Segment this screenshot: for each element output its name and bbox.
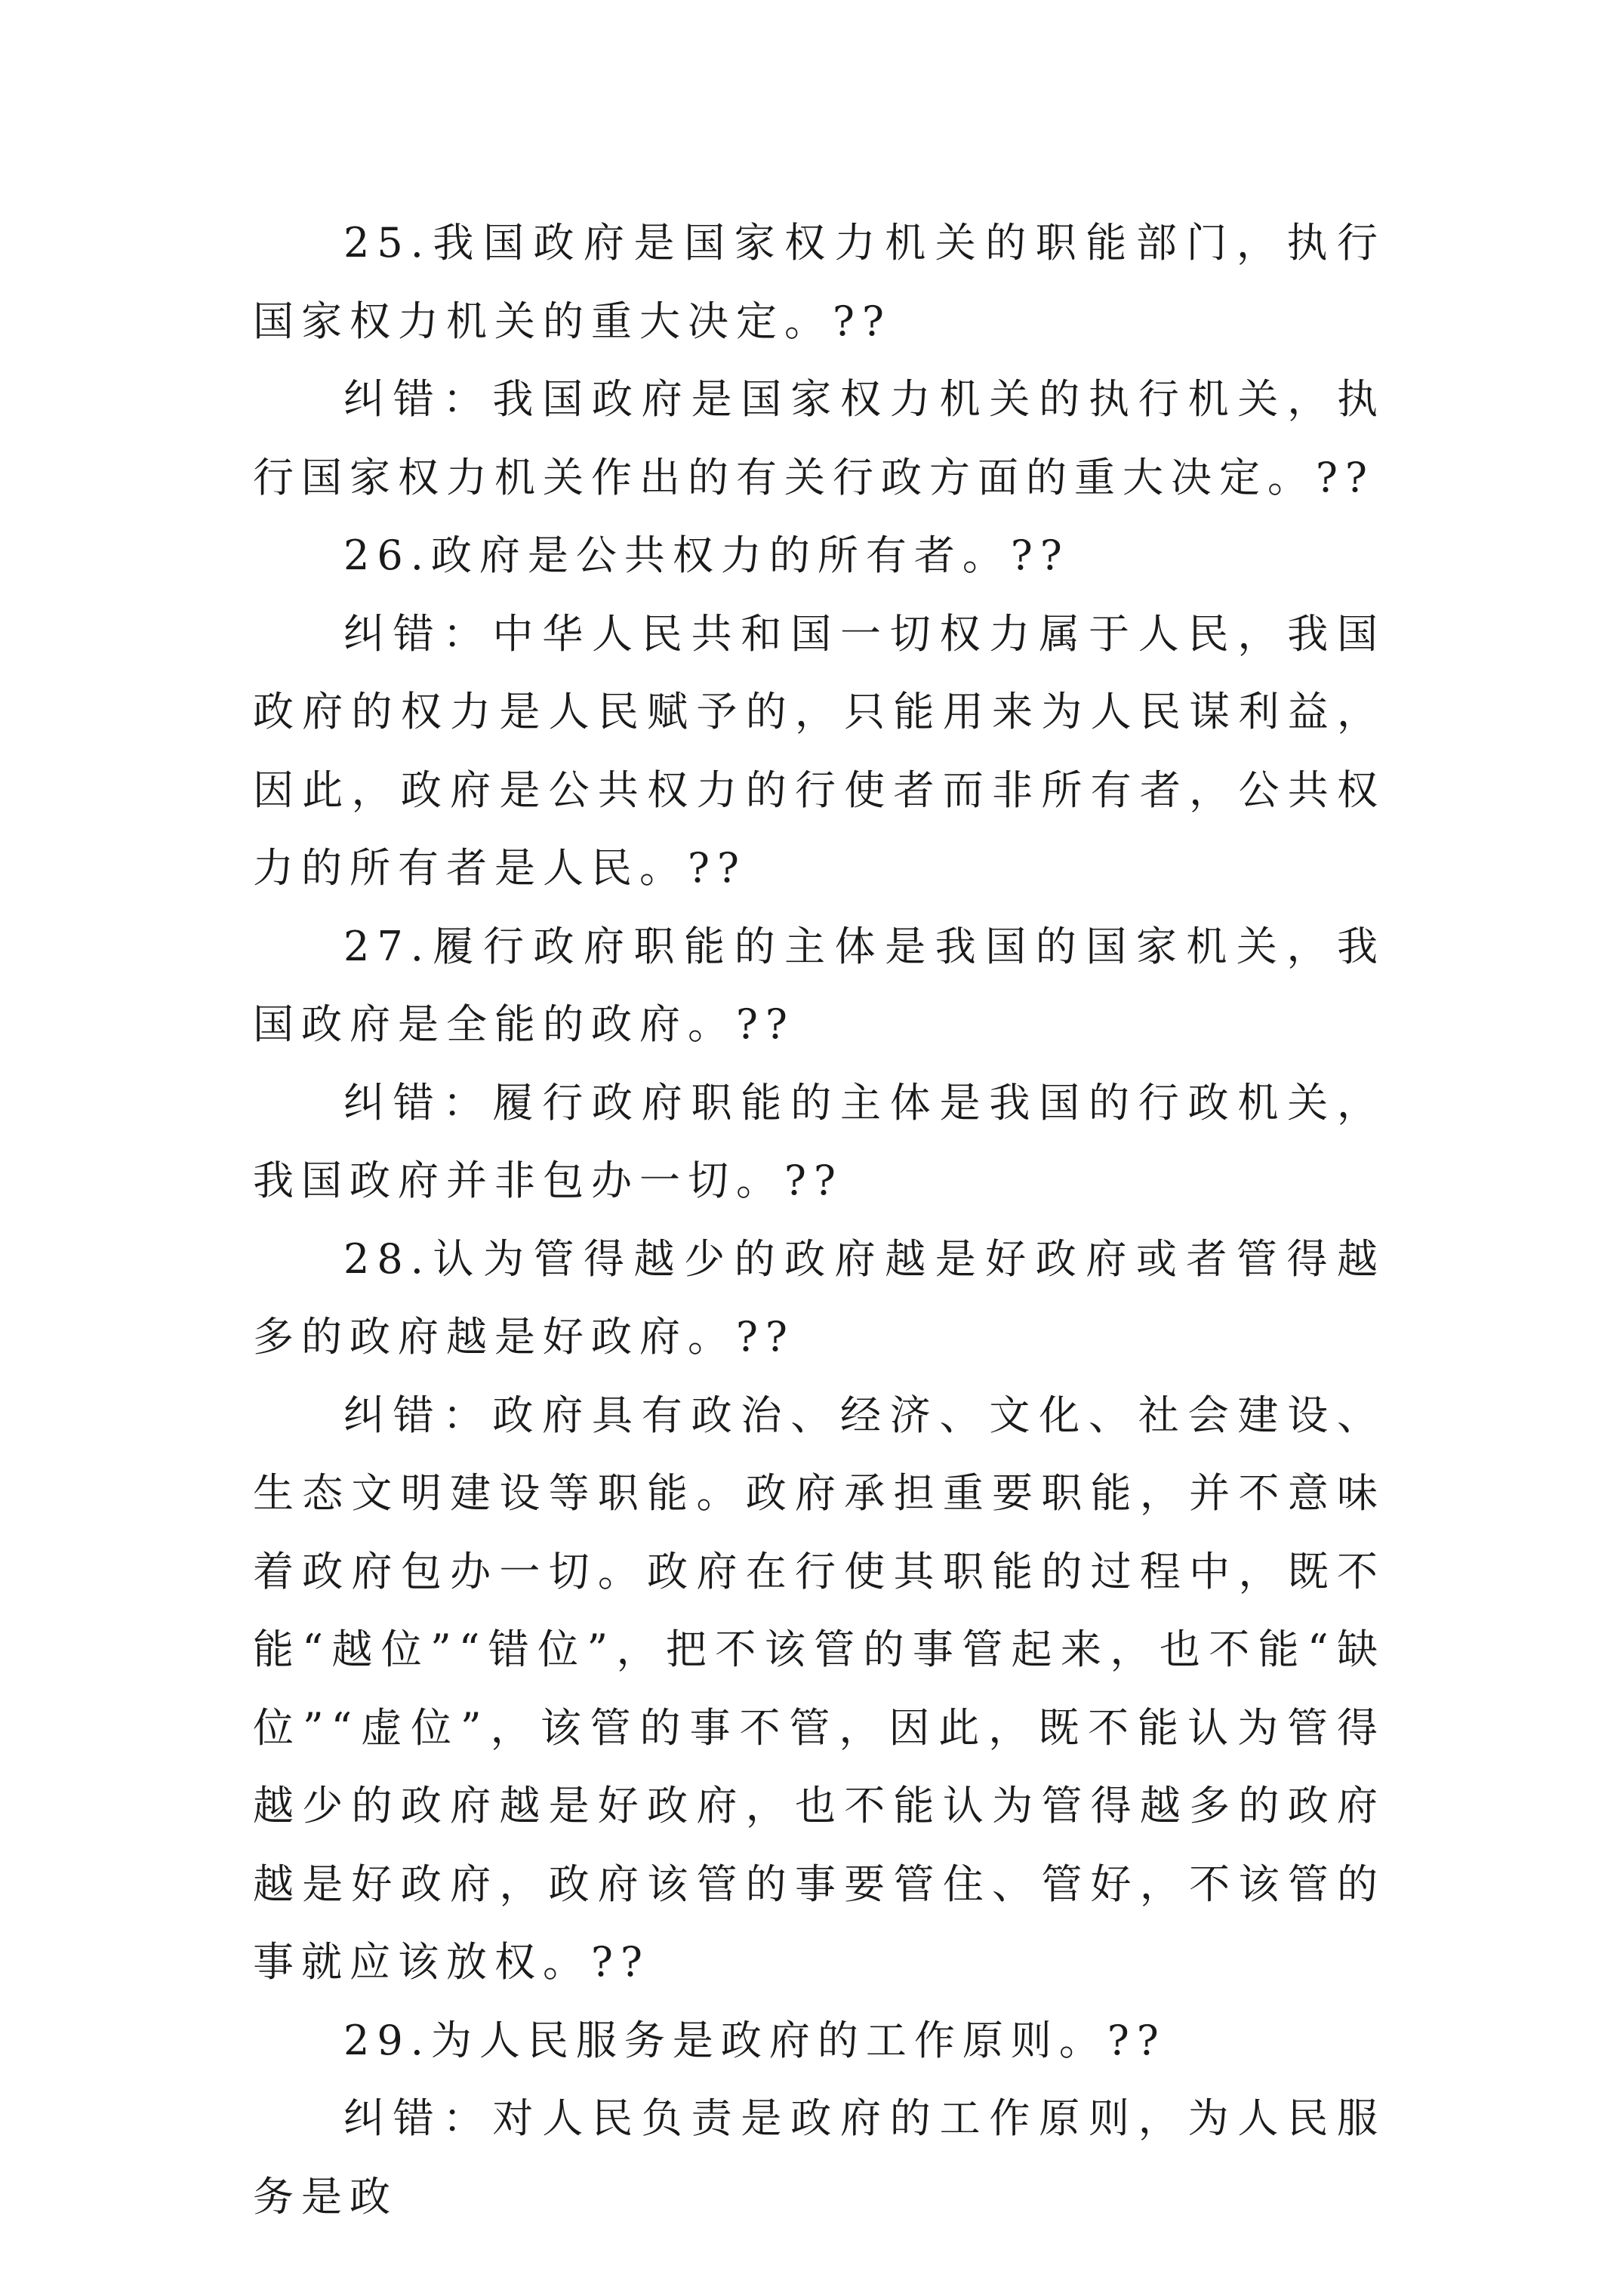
question-25: 25.我国政府是国家权力机关的职能部门，执行国家权力机关的重大决定。?? bbox=[253, 219, 1385, 345]
correction-29: 纠错：对人民负责是政府的工作原则，为人民服务是政 bbox=[253, 2094, 1385, 2220]
correction-27: 纠错：履行政府职能的主体是我国的行政机关，我国政府并非包办一切。?? bbox=[253, 1078, 1385, 1204]
question-27: 27.履行政府职能的主体是我国的国家机关，我国政府是全能的政府。?? bbox=[253, 922, 1385, 1048]
correction-25: 纠错：我国政府是国家权力机关的执行机关，执行国家权力机关作出的有关行政方面的重大决定。?? bbox=[253, 375, 1385, 501]
correction-26: 纠错：中华人民共和国一切权力属于人民，我国政府的权力是人民赋予的，只能用来为人民谋利益，因此，政府是公共权力的行使者而非所有者，公共权力的所有者是人民。?? bbox=[253, 609, 1385, 892]
document-body bbox=[253, 204, 1385, 2236]
question-26: 26.政府是公共权力的所有者。?? bbox=[343, 532, 1070, 579]
question-28: 28.认为管得越少的政府越是好政府或者管得越多的政府越是好政府。?? bbox=[253, 1234, 1385, 1361]
question-29: 29.为人民服务是政府的工作原则。?? bbox=[343, 2016, 1166, 2064]
correction-28: 纠错：政府具有政治、经济、文化、社会建设、生态文明建设等职能。政府承担重要职能，并不意味着政府包办一切。政府在行使其职能的过程中，既不能“越位”“错位”，把不该管的事管起来，也不能“缺位”“虚位”，该管的事不管，因此，既不能认为管得越少的政府越是好政府，也不能认为管得越多的政府越是好政府，政府该管的事要管住、管好，不该管的事就应该放权。?? bbox=[253, 1391, 1385, 1986]
